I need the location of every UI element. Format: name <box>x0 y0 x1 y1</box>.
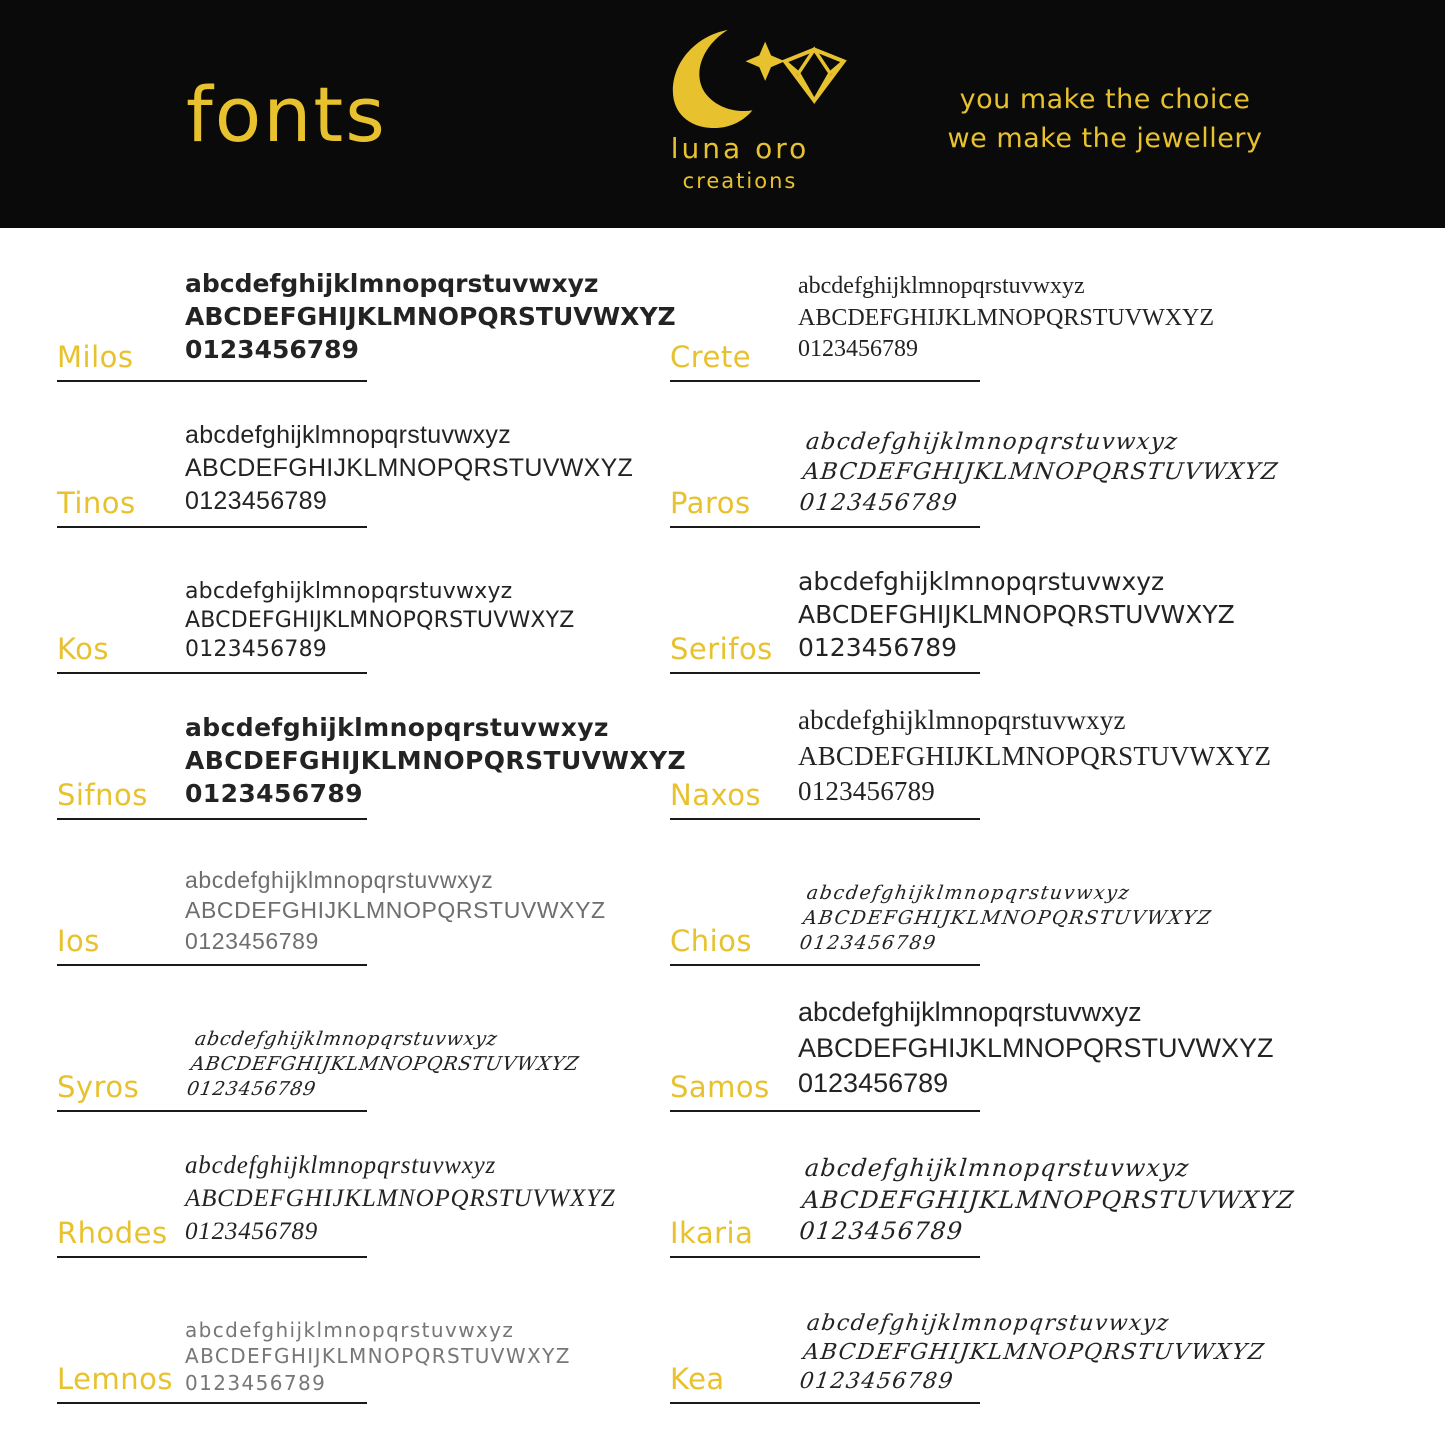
font-sample-ikaria[interactable] <box>670 1126 1296 1272</box>
specimen-digits: 0123456789 <box>798 1068 949 1099</box>
specimen-uppercase: ABCDEFGHIJKLMNOPQRSTUVWXYZ <box>798 304 1215 331</box>
font-sample-tinos[interactable] <box>57 396 670 542</box>
font-sample-lemnos[interactable] <box>57 1272 670 1418</box>
font-name-label: Serifos <box>670 632 773 666</box>
font-sample-kea[interactable] <box>670 1272 1283 1418</box>
specimen-digits: 0123456789 <box>185 487 328 515</box>
font-sample-chios[interactable] <box>670 834 1283 980</box>
font-sample-crete[interactable] <box>670 250 1283 396</box>
font-name-label: Chios <box>670 924 753 958</box>
divider <box>670 818 980 820</box>
specimen-uppercase: ABCDEFGHIJKLMNOPQRSTUVWXYZ <box>185 607 575 633</box>
divider <box>670 380 980 382</box>
font-specimen <box>798 1309 1284 1396</box>
font-specimen <box>185 577 660 664</box>
specimen-uppercase: ABCDEFGHIJKLMNOPQRSTUVWXYZ <box>185 1344 571 1369</box>
font-sample-sifnos[interactable] <box>57 688 687 834</box>
divider <box>57 1110 367 1112</box>
tagline-line-2: we make the jewellery <box>947 123 1263 155</box>
specimen-uppercase: ABCDEFGHIJKLMNOPQRSTUVWXYZ <box>185 454 634 482</box>
font-specimen <box>185 865 660 956</box>
brand-subtitle: creations <box>682 169 798 193</box>
divider <box>670 1402 980 1404</box>
font-name-label: Lemnos <box>57 1362 173 1396</box>
divider <box>670 526 980 528</box>
specimen-digits: 0123456789 <box>185 779 363 808</box>
font-row <box>0 396 1445 542</box>
specimen-lowercase: abcdefghijklmnopqrstuvwxyz <box>798 272 1085 299</box>
divider <box>57 818 367 820</box>
font-sample-syros[interactable] <box>57 980 670 1126</box>
divider <box>57 526 367 528</box>
font-sample-milos[interactable] <box>57 250 676 396</box>
font-sample-paros[interactable] <box>670 396 1283 542</box>
divider <box>670 1256 980 1258</box>
font-name-label: Samos <box>670 1070 770 1104</box>
divider <box>670 672 980 674</box>
specimen-lowercase: abcdefghijklmnopqrstuvwxyz <box>804 428 1180 455</box>
font-name-label: Ikaria <box>670 1216 754 1250</box>
font-sample-serifos[interactable] <box>670 542 1283 688</box>
font-row <box>0 980 1445 1126</box>
divider <box>57 1402 367 1404</box>
specimen-lowercase: abcdefghijklmnopqrstuvwxyz <box>185 713 609 742</box>
specimen-lowercase: abcdefghijklmnopqrstuvwxyz <box>803 1153 1191 1182</box>
specimen-digits: 0123456789 <box>798 336 918 363</box>
font-specimen <box>185 711 687 810</box>
font-specimen <box>185 1149 660 1248</box>
specimen-lowercase: abcdefghijklmnopqrstuvwxyz <box>185 269 599 298</box>
specimen-uppercase: ABCDEFGHIJKLMNOPQRSTUVWXYZ <box>185 302 676 331</box>
font-name-label: Sifnos <box>57 778 148 812</box>
font-sample-ios[interactable] <box>57 834 670 980</box>
crescent-moon-diamond-icon <box>612 22 867 130</box>
page-header <box>0 0 1445 228</box>
specimen-uppercase: ABCDEFGHIJKLMNOPQRSTUVWXYZ <box>798 740 1272 771</box>
font-specimen <box>798 271 1273 366</box>
font-specimen <box>798 995 1273 1102</box>
specimen-digits: 0123456789 <box>185 1370 327 1395</box>
font-specimen <box>185 1027 672 1102</box>
font-name-label: Tinos <box>57 486 136 520</box>
specimen-uppercase: ABCDEFGHIJKLMNOPQRSTUVWXYZ <box>798 1032 1274 1063</box>
specimen-digits: 0123456789 <box>798 776 935 807</box>
font-name-label: Rhodes <box>57 1216 168 1250</box>
font-name-label: Ios <box>57 924 100 958</box>
font-row <box>0 1126 1445 1272</box>
font-name-label: Paros <box>670 486 751 520</box>
specimen-lowercase: abcdefghijklmnopqrstuvwxyz <box>193 1027 500 1050</box>
font-row <box>0 1272 1445 1418</box>
font-name-label: Syros <box>57 1070 140 1104</box>
specimen-digits: 0123456789 <box>185 335 359 364</box>
font-specimen <box>798 881 1284 956</box>
tagline <box>895 80 1315 158</box>
font-specimen <box>798 703 1273 810</box>
specimen-lowercase: abcdefghijklmnopqrstuvwxyz <box>798 705 1126 736</box>
page-title: fonts <box>186 70 387 159</box>
specimen-uppercase: ABCDEFGHIJKLMNOPQRSTUVWXYZ <box>801 906 1214 929</box>
divider <box>670 1110 980 1112</box>
divider <box>57 964 367 966</box>
font-specimen <box>798 1153 1296 1248</box>
font-name-label: Kos <box>57 632 109 666</box>
brand-name: luna oro <box>670 132 810 165</box>
font-name-label: Kea <box>670 1362 725 1396</box>
font-sample-naxos[interactable] <box>670 688 1283 834</box>
divider <box>57 380 367 382</box>
font-sample-rhodes[interactable] <box>57 1126 670 1272</box>
specimen-digits: 0123456789 <box>798 931 939 954</box>
font-specimen <box>185 267 676 366</box>
specimen-lowercase: abcdefghijklmnopqrstuvwxyz <box>798 567 1165 596</box>
font-sample-grid <box>0 228 1445 1418</box>
font-specimen <box>798 565 1273 664</box>
font-specimen <box>798 427 1283 518</box>
specimen-uppercase: ABCDEFGHIJKLMNOPQRSTUVWXYZ <box>798 600 1235 629</box>
specimen-uppercase: ABCDEFGHIJKLMNOPQRSTUVWXYZ <box>185 746 687 775</box>
specimen-lowercase: abcdefghijklmnopqrstuvwxyz <box>185 421 512 449</box>
specimen-lowercase: abcdefghijklmnopqrstuvwxyz <box>185 578 513 604</box>
font-name-label: Naxos <box>670 778 762 812</box>
font-row <box>0 250 1445 396</box>
specimen-uppercase: ABCDEFGHIJKLMNOPQRSTUVWXYZ <box>801 1339 1267 1365</box>
specimen-uppercase: ABCDEFGHIJKLMNOPQRSTUVWXYZ <box>801 459 1280 486</box>
font-name-label: Crete <box>670 340 752 374</box>
font-row <box>0 542 1445 688</box>
font-row <box>0 688 1445 834</box>
specimen-digits: 0123456789 <box>798 1217 965 1246</box>
brand-logo <box>610 22 870 193</box>
specimen-digits: 0123456789 <box>185 1077 318 1100</box>
specimen-lowercase: abcdefghijklmnopqrstuvwxyz <box>185 1152 497 1179</box>
font-sample-kos[interactable] <box>57 542 670 688</box>
specimen-uppercase: ABCDEFGHIJKLMNOPQRSTUVWXYZ <box>189 1052 581 1075</box>
specimen-digits: 0123456789 <box>185 927 319 954</box>
specimen-uppercase: ABCDEFGHIJKLMNOPQRSTUVWXYZ <box>801 1185 1296 1214</box>
tagline-line-1: you make the choice <box>959 84 1251 115</box>
divider <box>57 1256 367 1258</box>
specimen-lowercase: abcdefghijklmnopqrstuvwxyz <box>185 1317 515 1342</box>
specimen-digits: 0123456789 <box>798 633 958 662</box>
specimen-lowercase: abcdefghijklmnopqrstuvwxyz <box>805 1310 1172 1336</box>
specimen-uppercase: ABCDEFGHIJKLMNOPQRSTUVWXYZ <box>185 1185 616 1212</box>
font-specimen <box>185 1317 660 1396</box>
specimen-digits: 0123456789 <box>798 1368 956 1394</box>
divider <box>57 672 367 674</box>
font-row <box>0 834 1445 980</box>
specimen-lowercase: abcdefghijklmnopqrstuvwxyz <box>805 881 1132 904</box>
specimen-lowercase: abcdefghijklmnopqrstuvwxyz <box>798 997 1142 1028</box>
specimen-lowercase: abcdefghijklmnopqrstuvwxyz <box>185 866 494 893</box>
specimen-digits: 0123456789 <box>798 489 960 516</box>
specimen-uppercase: ABCDEFGHIJKLMNOPQRSTUVWXYZ <box>185 897 606 924</box>
font-name-label: Milos <box>57 340 134 374</box>
font-specimen <box>185 419 660 518</box>
font-sample-samos[interactable] <box>670 980 1283 1126</box>
divider <box>670 964 980 966</box>
specimen-digits: 0123456789 <box>185 1218 318 1245</box>
specimen-digits: 0123456789 <box>185 636 327 662</box>
